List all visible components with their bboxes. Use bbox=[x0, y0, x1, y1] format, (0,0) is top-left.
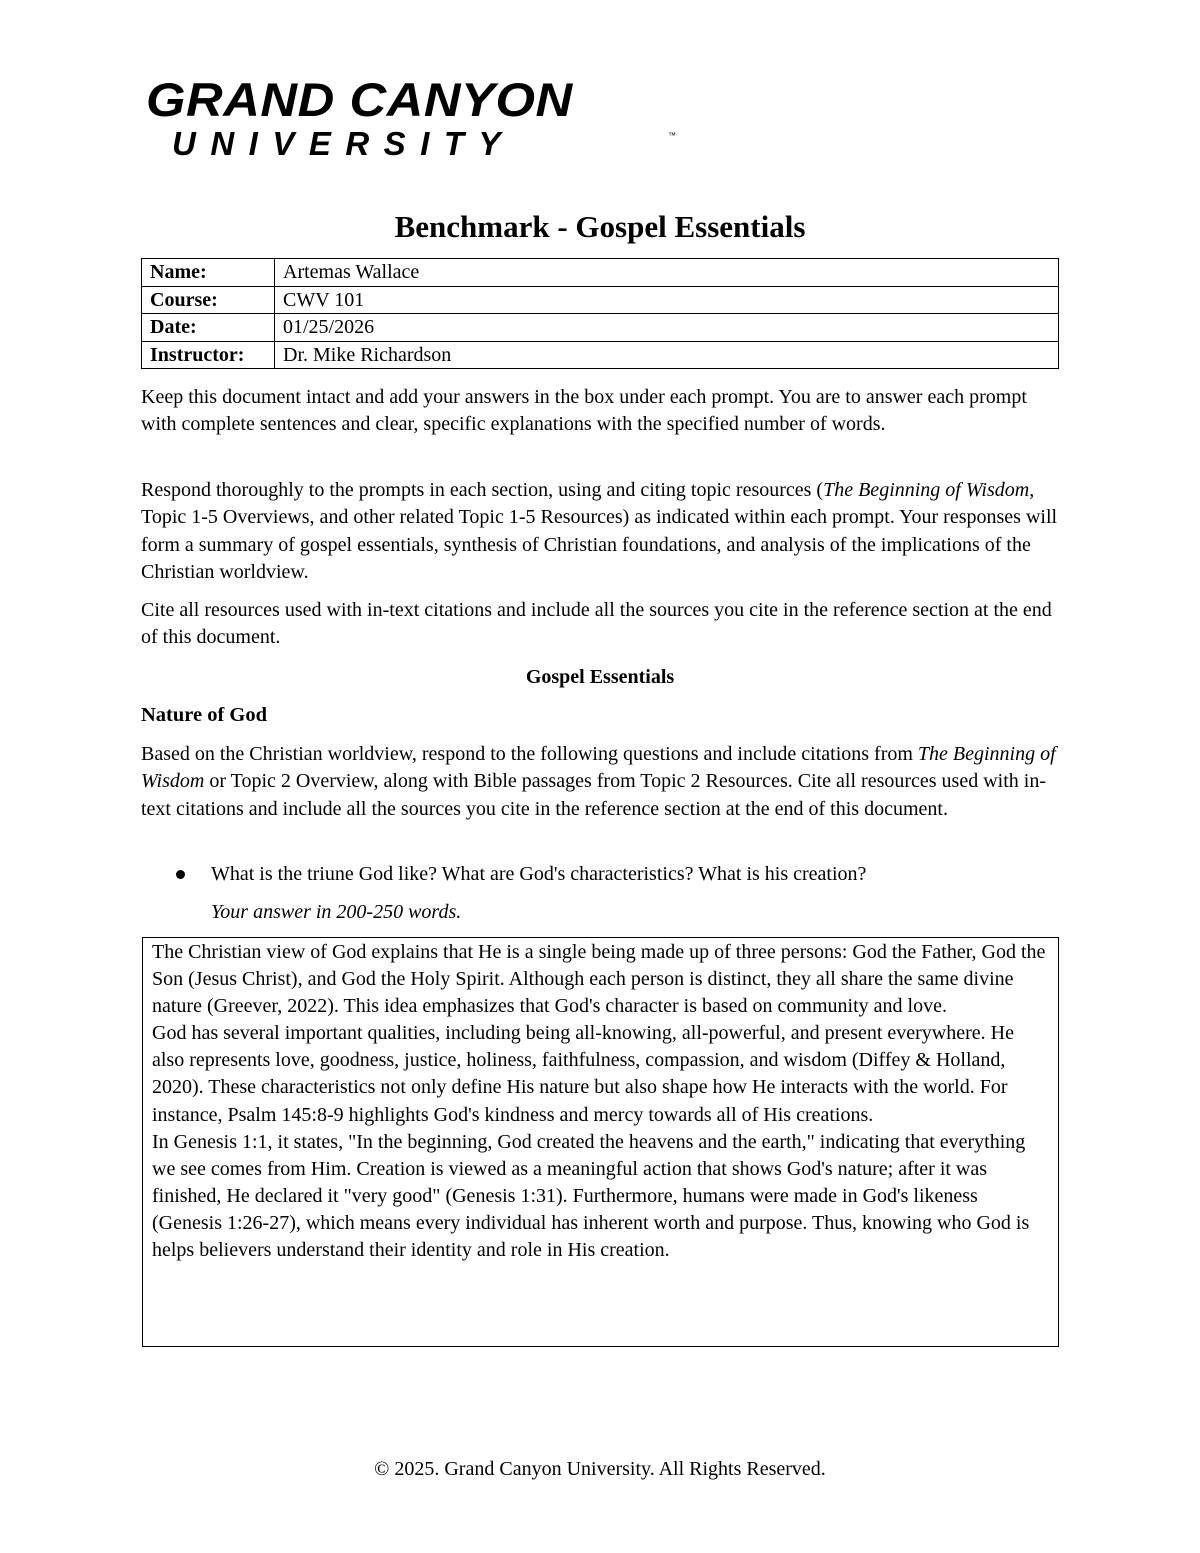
subsection-paragraph bbox=[141, 741, 1066, 823]
intro-p2-italic: The Beginning of Wisdom bbox=[823, 479, 1030, 501]
course-label: Course: bbox=[142, 286, 275, 314]
subsection-italic: The Beginning of Wisdom bbox=[141, 743, 1056, 793]
answer-paragraph-3: In Genesis 1:1, it states, "In the beginning, God created the heavens and the earth," indicating that everything we see comes from Him. Creation is viewed as a meaningful action that shows God's nature; after it was finished, He declared it "very good" (Genesis 1:31). Furthermore, humans were made in God's likeness (Genesis 1:26-27), which means every individual has inherent worth and purpose. Thus, knowing who God is helps believers understand their identity and role in His creation. bbox=[152, 1130, 1030, 1262]
page-title: Benchmark - Gospel Essentials bbox=[394, 209, 806, 244]
university-logo bbox=[146, 73, 676, 164]
subsection-text-b: or Topic 2 Overview, along with Bible passages from Topic 2 Resources. Cite all resources used with in-text citations and include all the sources you cite in the reference section at the end of this document. bbox=[141, 770, 1046, 820]
table-row bbox=[142, 286, 1059, 314]
answer-box[interactable] bbox=[142, 937, 1059, 1347]
bullet-icon bbox=[176, 870, 185, 879]
intro-p2-text-a: Respond thoroughly to the prompts in each section, using and citing topic resources ( bbox=[141, 479, 824, 501]
table-row bbox=[142, 259, 1059, 287]
table-row bbox=[142, 341, 1059, 369]
answer-paragraph-2: God has several important qualities, including being all-knowing, all-powerful, and present everywhere. He also represents love, goodness, justice, holiness, faithfulness, compassion, and wisdom (Diffey & Holland, 2020). These characteristics not only define His nature but also shape how He interacts with the world. For instance, Psalm 145:8-9 highlights God's kindness and mercy towards all of His creations. bbox=[152, 1022, 1014, 1126]
course-value[interactable]: CWV 101 bbox=[275, 286, 1059, 314]
answer-instruction: Your answer in 200-250 words. bbox=[211, 901, 462, 923]
table-row bbox=[142, 314, 1059, 342]
intro-paragraph-3: Cite all resources used with in-text citations and include all the sources you cite in the reference section at the end of this document. bbox=[141, 599, 1052, 649]
intro-paragraph-2 bbox=[141, 477, 1066, 586]
subsection-text-a: Based on the Christian worldview, respond to the following questions and include citations from bbox=[141, 743, 918, 765]
student-info-table bbox=[141, 258, 1059, 369]
logo-line-2: UNIVERSITY bbox=[172, 125, 516, 162]
subsection-heading: Nature of God bbox=[141, 704, 268, 726]
answer-paragraph-1: The Christian view of God explains that He is a single being made up of three persons: God the Father, God the Son (Jesus Christ), and God the Holy Spirit. Although each person is distinct, they all share the same divine nature (Greever, 2022). This idea emphasizes that God's character is based on community and love. bbox=[152, 941, 1046, 1018]
intro-paragraph-1: Keep this document intact and add your answers in the box under each prompt. You are to answer each prompt with complete sentences and clear, specific explanations with the specified number of words. bbox=[141, 386, 1027, 436]
section-title: Gospel Essentials bbox=[525, 666, 675, 688]
name-label: Name: bbox=[142, 259, 275, 287]
logo-line-1: GRAND CANYON bbox=[146, 73, 573, 126]
instructor-value[interactable]: Dr. Mike Richardson bbox=[275, 341, 1059, 369]
date-value[interactable]: 01/25/2026 bbox=[275, 314, 1059, 342]
copyright-footer: © 2025. Grand Canyon University. All Rights Reserved. bbox=[374, 1458, 826, 1480]
name-value[interactable]: Artemas Wallace bbox=[275, 259, 1059, 287]
instructor-label: Instructor: bbox=[142, 341, 275, 369]
prompt-question: What is the triune God like? What are God's characteristics? What is his creation? bbox=[211, 863, 867, 885]
date-label: Date: bbox=[142, 314, 275, 342]
intro-p2-text-b: , Topic 1-5 Overviews, and other related Topic 1-5 Resources) as indicated within each prompt. Your responses will form a summary of gospel essentials, synthesis of Christian foundations, and analysis of the implications of the Christian worldview. bbox=[141, 479, 1058, 583]
logo-trademark: ™ bbox=[668, 131, 676, 140]
